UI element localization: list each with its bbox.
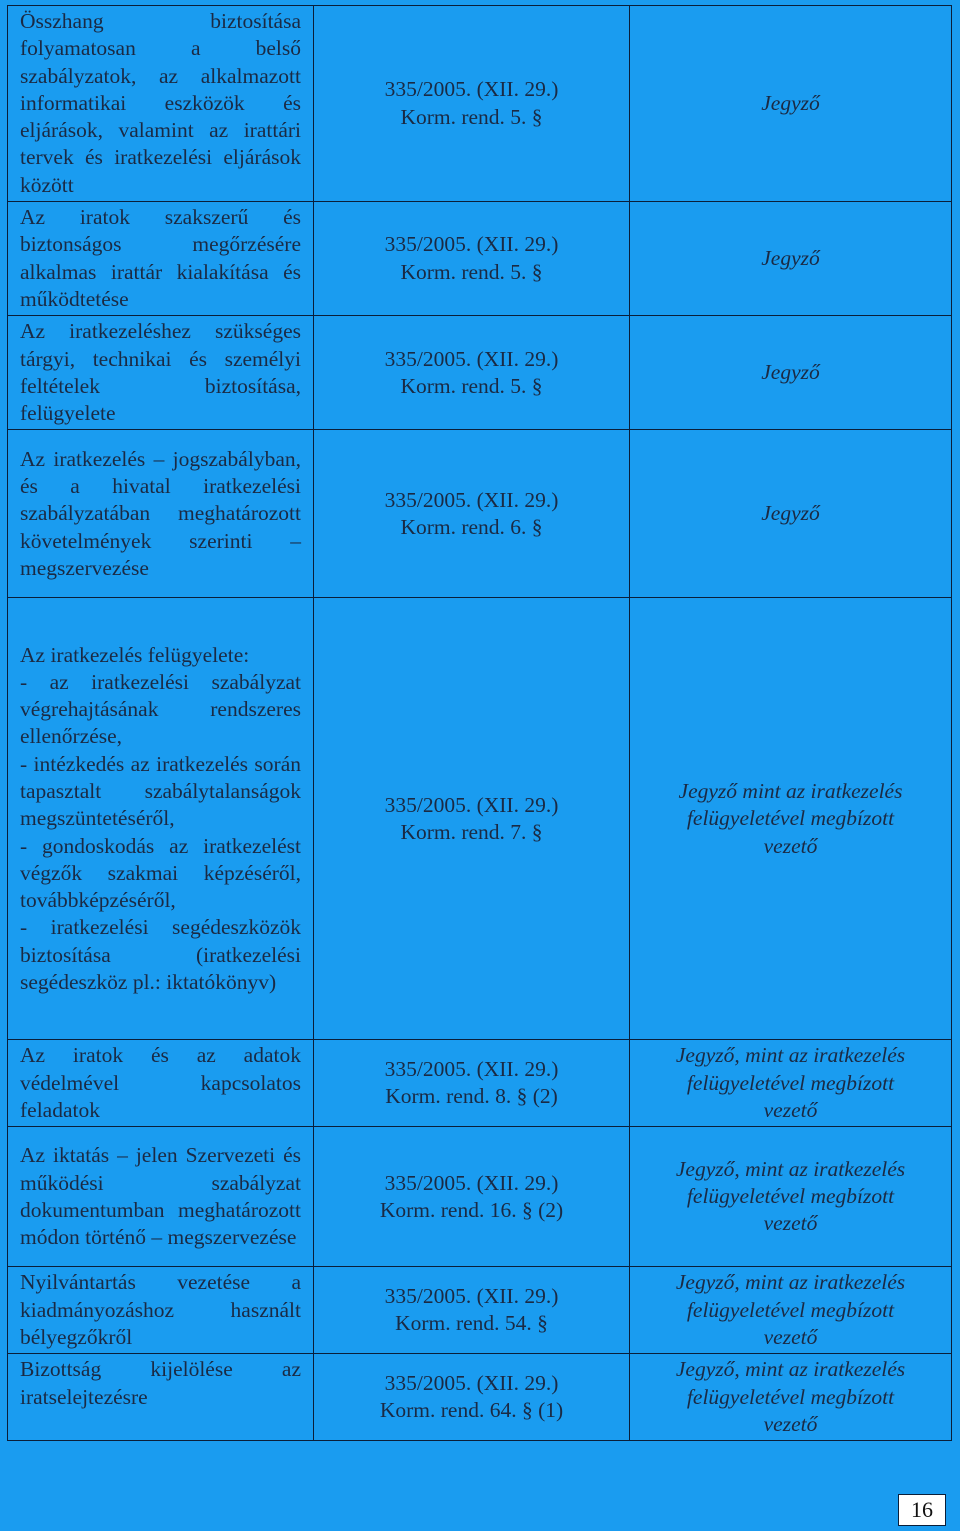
law-line: Korm. rend. 8. § (2)	[385, 1084, 558, 1109]
page-number: 16	[898, 1494, 946, 1526]
responsibility-table	[7, 5, 952, 1441]
task-line: - az iratkezelési szabályzat végrehajtásának rendszeres ellenőrzése,	[20, 669, 301, 749]
responsible-line: Jegyző mint az iratkezelés	[678, 779, 903, 803]
law-cell	[314, 1354, 630, 1441]
task-line: - intézkedés az iratkezelés során tapasztalt szabálytalanságok megszüntetéséről,	[20, 751, 301, 831]
table-row	[8, 1127, 952, 1267]
task-cell: Nyilvántartás vezetése a kiadmányozáshoz használt bélyegzőkről	[8, 1267, 314, 1354]
law-cell	[314, 1040, 630, 1127]
table-row	[8, 6, 952, 202]
law-cell	[314, 202, 630, 316]
task-cell	[8, 598, 314, 1040]
law-line: 335/2005. (XII. 29.)	[384, 792, 559, 817]
law-line: 335/2005. (XII. 29.)	[384, 232, 559, 257]
table-row	[8, 1267, 952, 1354]
law-line: Korm. rend. 64. § (1)	[379, 1398, 564, 1423]
law-line: 335/2005. (XII. 29.)	[384, 1170, 559, 1195]
task-cell: Az iratok és az adatok védelmével kapcsolatos feladatok	[8, 1040, 314, 1127]
table-row	[8, 598, 952, 1040]
law-cell	[314, 1267, 630, 1354]
responsible-cell	[630, 598, 952, 1040]
responsible-line: felügyeletével megbízott	[686, 1384, 895, 1409]
responsible-cell	[630, 316, 952, 430]
task-cell: Az iratok szakszerű és biztonságos megőrzésére alkalmas irattár kialakítása és működtetése	[8, 202, 314, 316]
responsible-line: vezető	[763, 1324, 818, 1349]
task-line: Az iratkezelés felügyelete:	[20, 642, 250, 667]
task-cell: Az iratkezelés – jogszabályban, és a hivatal iratkezelési szabályzatában meghatározott követelmények szerinti – megszervezése	[8, 430, 314, 598]
responsible-line: Jegyző, mint az iratkezelés	[675, 1043, 906, 1068]
responsible-cell	[630, 6, 952, 202]
responsible-line: felügyeletével megbízott	[686, 806, 895, 831]
responsible-line: felügyeletével megbízott	[686, 1184, 895, 1209]
responsible-cell	[630, 1354, 952, 1441]
table-row	[8, 1040, 952, 1127]
table-row	[8, 202, 952, 316]
responsible-line: vezető	[763, 1411, 818, 1436]
table-row	[8, 1354, 952, 1441]
law-line: Korm. rend. 6. §	[400, 514, 543, 539]
responsible-line: Jegyző, mint az iratkezelés	[675, 1156, 906, 1181]
law-line: 335/2005. (XII. 29.)	[384, 1057, 559, 1082]
responsible-line: Jegyző	[761, 360, 820, 385]
responsible-line: Jegyző	[761, 90, 820, 115]
responsible-line: vezető	[763, 1211, 818, 1236]
task-cell: Az iktatás – jelen Szervezeti és működési szabályzat dokumentumban meghatározott módon történő – megszervezése	[8, 1127, 314, 1267]
responsible-line: Jegyző, mint az iratkezelés	[675, 1270, 906, 1295]
law-line: Korm. rend. 16. § (2)	[379, 1197, 564, 1222]
responsible-cell	[630, 430, 952, 598]
law-line: 335/2005. (XII. 29.)	[384, 346, 559, 371]
law-cell	[314, 598, 630, 1040]
law-cell	[314, 430, 630, 598]
law-line: 335/2005. (XII. 29.)	[384, 487, 559, 512]
law-cell	[314, 1127, 630, 1267]
responsible-line: Jegyző, mint az iratkezelés	[675, 1357, 906, 1382]
task-cell: Bizottság kijelölése az iratselejtezésre	[8, 1354, 314, 1441]
law-line: 335/2005. (XII. 29.)	[384, 1370, 559, 1395]
law-line: 335/2005. (XII. 29.)	[384, 1283, 559, 1308]
law-line: Korm. rend. 5. §	[400, 373, 543, 398]
responsible-line: Jegyző	[761, 501, 820, 526]
responsible-cell	[630, 1127, 952, 1267]
task-cell: Összhang biztosítása folyamatosan a belső szabályzatok, az alkalmazott informatikai eszközök és eljárások, valamint az irattári tervek és iratkezelési eljárások között	[8, 6, 314, 202]
table-row	[8, 316, 952, 430]
responsible-line: vezető	[763, 1098, 818, 1123]
law-line: Korm. rend. 54. §	[395, 1311, 548, 1336]
law-line: Korm. rend. 5. §	[400, 259, 543, 284]
law-line: 335/2005. (XII. 29.)	[384, 77, 559, 102]
task-line: - gondoskodás az iratkezelést végzők szakmai képzéséről, továbbképzéséről,	[20, 833, 301, 913]
responsible-line: felügyeletével megbízott	[686, 1070, 895, 1095]
law-cell	[314, 6, 630, 202]
law-line: Korm. rend. 5. §	[400, 104, 543, 129]
responsible-line: Jegyző	[761, 246, 820, 271]
responsible-cell	[630, 1040, 952, 1127]
responsible-cell	[630, 202, 952, 316]
task-line: - iratkezelési segédeszközök biztosítása (iratkezelési segédeszköz pl.: iktatókönyv)	[20, 915, 301, 995]
task-cell: Az iratkezeléshez szükséges tárgyi, technikai és személyi feltételek biztosítása, felügyelete	[8, 316, 314, 430]
table-row	[8, 430, 952, 598]
law-cell	[314, 316, 630, 430]
responsible-cell	[630, 1267, 952, 1354]
law-line: Korm. rend. 7. §	[400, 819, 543, 844]
responsible-line: felügyeletével megbízott	[686, 1297, 895, 1322]
responsible-line: vezető	[763, 833, 818, 858]
